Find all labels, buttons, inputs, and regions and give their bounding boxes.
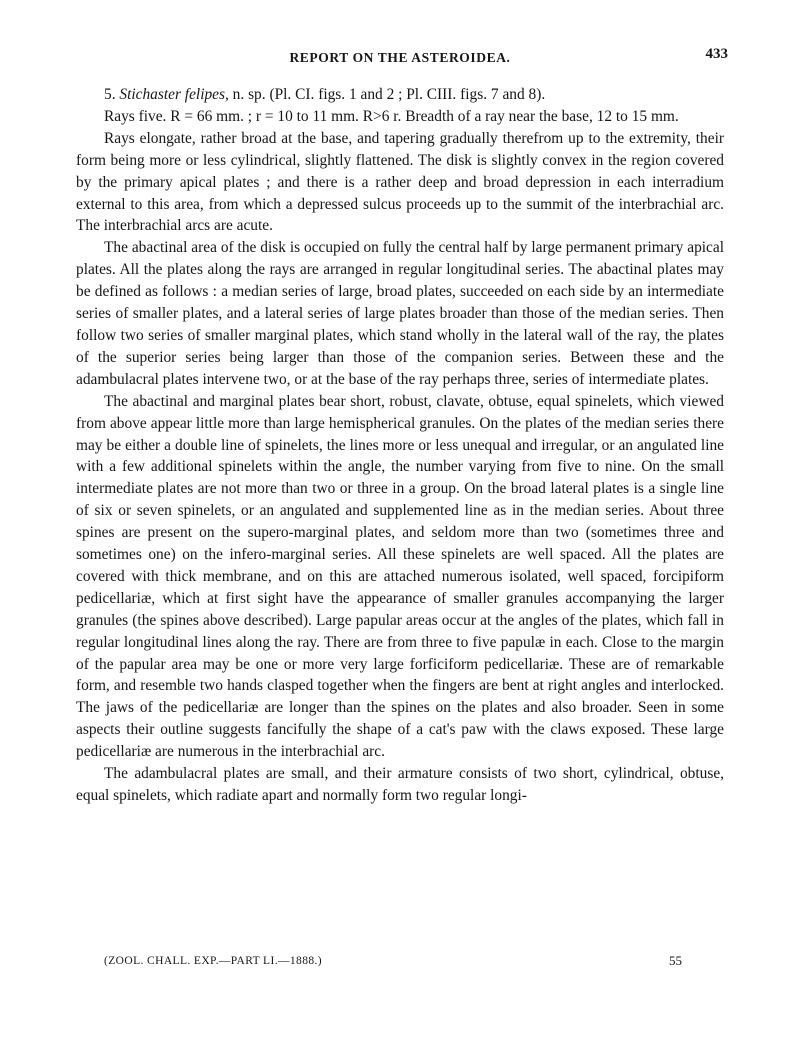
species-name: Stichaster felipes [119, 86, 225, 103]
paragraph-rays: Rays elongate, rather broad at the base, and tapering gradually therefrom up to the extremity, their form being more or less cylindrical, slightly flattened. The disk is slightly convex in the region covered by the primary apical plates ; and there is a rather deep and broad depression in each interradium external to this area, from which a depressed sulcus proceeds up to the summit of the interbrachial arc. The interbrachial arcs are acute. [76, 129, 724, 235]
paragraph-spinelets: The abactinal and marginal plates bear short, robust, clavate, obtuse, equal spinelets, which viewed from above appear little more than large hemispherical granules. On the plates of the median series there may be either a double line of spinelets, the lines more or less unequal and irregular, or an angulated line with a few additional spinelets within the angle, the number varying from five to nine. On the small intermediate plates are not more than two or three in a group. On the broad lateral plates is a single line of six or seven spinelets, or an angulated and supplemented line as in the median series. About three spines are present on the supero-marginal plates, and seldom more than two (sometimes three and sometimes one) on the infero-marginal series. All these spinelets are well spaced. All the plates are covered with thick membrane, and on this are attached numerous isolated, well spaced, forcipiform pedicellariæ, which at first sight have the appearance of smaller granules accompanying the larger granules (the spines above described). Large papular areas occur at the angles of the plates, which fall in regular longitudinal lines along the ray. There are from three to five papulæ in each. Close to the margin of the papular area may be one or more very large forficiform pedicellariæ. These are of remarkable form, and resemble two hands clasped together when the fingers are bent at right angles and interlocked. The jaws of the pedicellariæ are longer than the spines on the plates and also broader. Seen in some aspects their outline suggests fancifully the shape of a cat's paw with the claws exposed. These large pedicellariæ are numerous in the interbrachial arc. [76, 392, 724, 761]
species-heading [76, 84, 724, 106]
running-header: REPORT ON THE ASTEROIDEA. [289, 50, 511, 65]
body-text [76, 84, 724, 807]
species-reference: , n. sp. (Pl. CI. figs. 1 and 2 ; Pl. CIII. figs. 7 and 8). [224, 86, 546, 103]
paragraph-abactinal-area: The abactinal area of the disk is occupied on fully the central half by large permanent primary apical plates. All the plates along the rays are arranged in regular longitudinal series. The abactinal plates may be defined as follows : a median series of large, broad plates, succeeded on each side by an intermediate series of smaller plates, and a lateral series of large plates broader than those of the median series. Then follow two series of smaller marginal plates, which stand wholly in the lateral wall of the ray, the plates of the superior series being larger than those of the companion series. Between these and the adambulacral plates intervene two, or at the base of the ray perhaps three, series of intermediate plates. [76, 239, 724, 388]
footer-citation: (ZOOL. CHALL. EXP.—PART LI.—1888.) [104, 955, 322, 967]
paragraph-adambulacral: The adambulacral plates are small, and their armature consists of two short, cylindrical, obtuse, equal spinelets, which radiate apart and normally form two regular longi- [76, 765, 724, 804]
signature-mark: 55 [669, 953, 682, 968]
page-number: 433 [705, 46, 728, 62]
paragraph-measurements: Rays five. R = 66 mm. ; r = 10 to 11 mm. R>6 r. Breadth of a ray near the base, 12 to 15 mm. [104, 107, 679, 125]
species-number: 5. [104, 86, 116, 103]
